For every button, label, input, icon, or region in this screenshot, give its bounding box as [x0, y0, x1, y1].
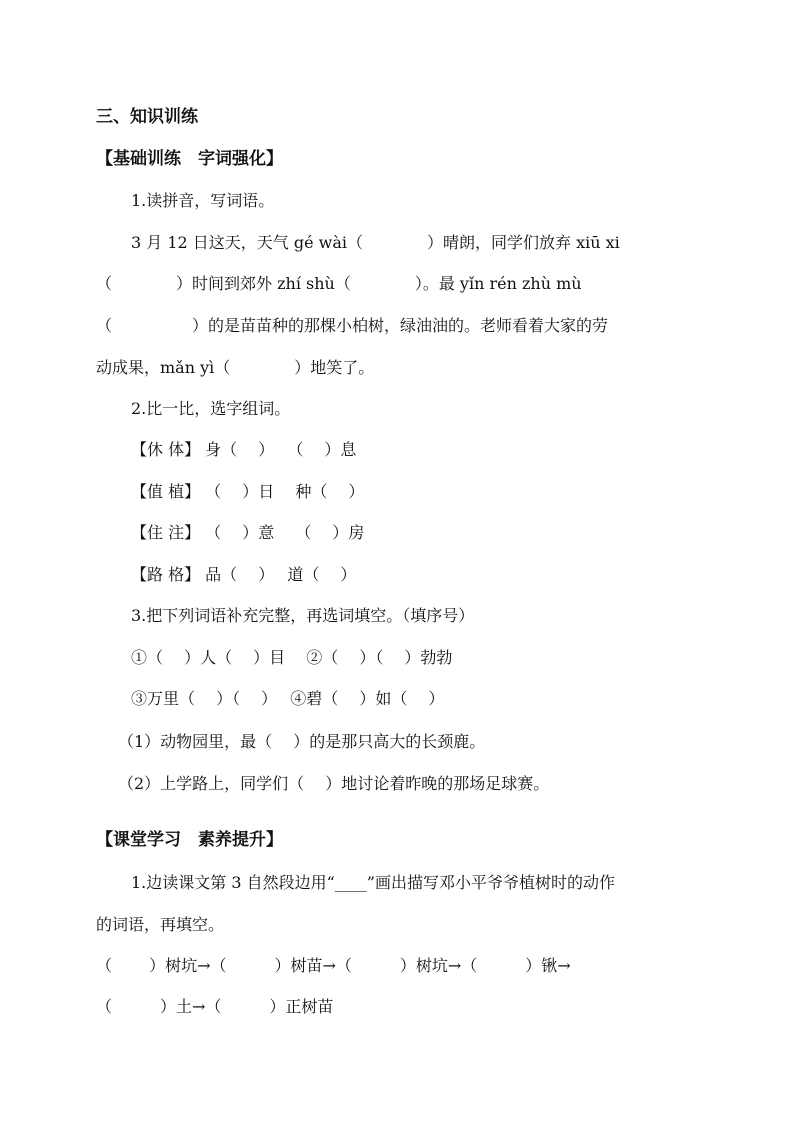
q1-line-3: （ ）的是苗苗种的那棵小柏树，绿油油的。老师看着大家的劳: [96, 316, 609, 335]
q1-line-2: （ ）时间到郊外 zhí shù（ ）。最 yǐn rén zhù mù: [96, 274, 582, 293]
q2-row-1: 【休 体】 身（ ） （ ）息: [131, 440, 357, 459]
basic-training-heading: 【基础训练 字词强化】: [96, 149, 283, 169]
q2-title: 2.比一比，选字组词。: [131, 399, 291, 418]
q1-line-1: 3 月 12 日这天，天气 gé wài（ ）晴朗，同学们放弃 xiū xi: [131, 233, 620, 252]
q3-sub-2: （2）上学路上，同学们（ ）地讨论着昨晚的那场足球赛。: [118, 774, 550, 793]
q3-row-1: ①（ ）人（ ）目 ②（ ）（ ）勃勃: [131, 648, 453, 667]
section-title: 三、知识训练: [96, 107, 198, 127]
class-q1-line-1: 1.边读课文第 3 自然段边用“____”画出描写邓小平爷爷植树时的动作: [131, 873, 615, 892]
class-learning-heading: 【课堂学习 素养提升】: [96, 830, 283, 850]
q3-row-2: ③万里（ ）（ ） ④碧（ ）如（ ）: [131, 689, 445, 708]
q3-sub-1: （1）动物园里，最（ ）的是那只高大的长颈鹿。: [118, 732, 486, 751]
q2-row-3: 【住 注】 （ ）意 （ ）房: [131, 523, 365, 542]
q2-row-2: 【值 植】 （ ）日 种（ ）: [131, 482, 365, 501]
class-q1-line-3: （ ）树坑→（ ）树苗→（ ）树坑→（ ）锹→: [96, 956, 571, 975]
q1-title: 1.读拼音，写词语。: [131, 191, 275, 210]
q1-line-4: 动成果，mǎn yì（ ）地笑了。: [96, 358, 375, 377]
q3-title: 3.把下列词语补充完整，再选词填空。（填序号）: [131, 606, 475, 625]
q2-row-4: 【路 格】 品（ ） 道（ ）: [131, 565, 357, 584]
class-q1-line-4: （ ）土→（ ）正树苗: [96, 997, 334, 1016]
class-q1-line-2: 的词语，再填空。: [96, 915, 225, 934]
